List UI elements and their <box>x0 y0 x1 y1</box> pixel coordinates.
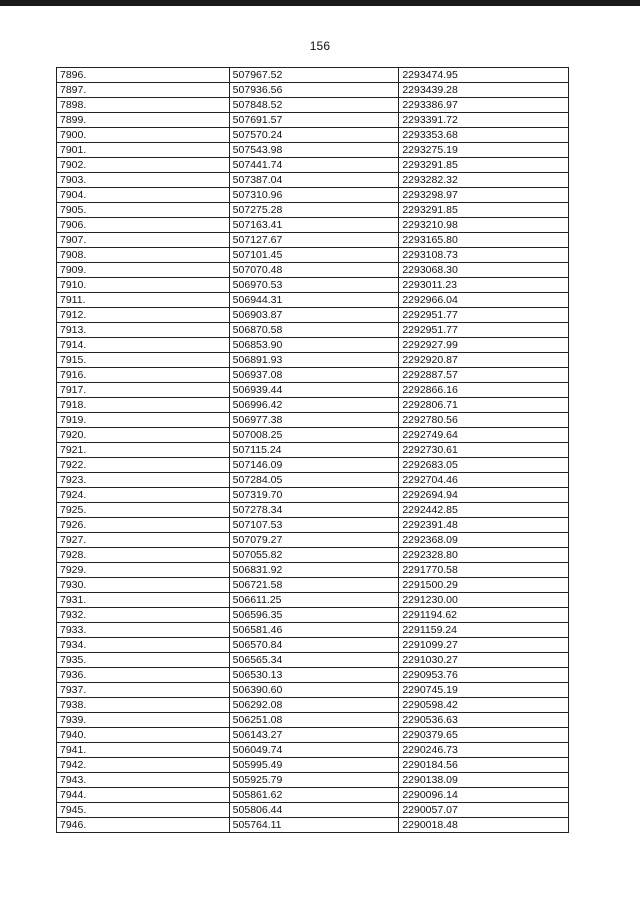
point-number-cell: 7916. <box>57 368 230 383</box>
point-number-cell: 7930. <box>57 578 230 593</box>
point-number-cell: 7918. <box>57 398 230 413</box>
x-coordinate-cell: 507008.25 <box>229 428 399 443</box>
table-row <box>57 368 569 383</box>
table-row <box>57 143 569 158</box>
x-coordinate-cell: 506251.08 <box>229 713 399 728</box>
x-coordinate-cell: 505995.49 <box>229 758 399 773</box>
table-row <box>57 698 569 713</box>
point-number-cell: 7917. <box>57 383 230 398</box>
table-row <box>57 98 569 113</box>
point-number-cell: 7942. <box>57 758 230 773</box>
table-row <box>57 758 569 773</box>
point-number-cell: 7913. <box>57 323 230 338</box>
y-coordinate-cell: 2291099.27 <box>399 638 569 653</box>
x-coordinate-cell: 506721.58 <box>229 578 399 593</box>
x-coordinate-cell: 506903.87 <box>229 308 399 323</box>
x-coordinate-cell: 505925.79 <box>229 773 399 788</box>
table-row <box>57 623 569 638</box>
x-coordinate-cell: 505861.62 <box>229 788 399 803</box>
point-number-cell: 7941. <box>57 743 230 758</box>
table-row <box>57 563 569 578</box>
x-coordinate-cell: 507570.24 <box>229 128 399 143</box>
point-number-cell: 7905. <box>57 203 230 218</box>
x-coordinate-cell: 507107.53 <box>229 518 399 533</box>
y-coordinate-cell: 2292442.85 <box>399 503 569 518</box>
point-number-cell: 7937. <box>57 683 230 698</box>
y-coordinate-cell: 2293068.30 <box>399 263 569 278</box>
x-coordinate-cell: 506996.42 <box>229 398 399 413</box>
point-number-cell: 7898. <box>57 98 230 113</box>
table-row <box>57 593 569 608</box>
y-coordinate-cell: 2290096.14 <box>399 788 569 803</box>
table-row <box>57 398 569 413</box>
y-coordinate-cell: 2293165.80 <box>399 233 569 248</box>
point-number-cell: 7923. <box>57 473 230 488</box>
table-row <box>57 158 569 173</box>
y-coordinate-cell: 2291230.00 <box>399 593 569 608</box>
y-coordinate-cell: 2292927.99 <box>399 338 569 353</box>
table-row <box>57 488 569 503</box>
y-coordinate-cell: 2290598.42 <box>399 698 569 713</box>
table-row <box>57 473 569 488</box>
y-coordinate-cell: 2291194.62 <box>399 608 569 623</box>
y-coordinate-cell: 2292920.87 <box>399 353 569 368</box>
y-coordinate-cell: 2292780.56 <box>399 413 569 428</box>
table-row <box>57 233 569 248</box>
point-number-cell: 7899. <box>57 113 230 128</box>
y-coordinate-cell: 2292866.16 <box>399 383 569 398</box>
table-row <box>57 413 569 428</box>
table-row <box>57 683 569 698</box>
point-number-cell: 7907. <box>57 233 230 248</box>
x-coordinate-cell: 505806.44 <box>229 803 399 818</box>
y-coordinate-cell: 2292368.09 <box>399 533 569 548</box>
x-coordinate-cell: 507115.24 <box>229 443 399 458</box>
x-coordinate-cell: 507070.48 <box>229 263 399 278</box>
y-coordinate-cell: 2291159.24 <box>399 623 569 638</box>
point-number-cell: 7904. <box>57 188 230 203</box>
x-coordinate-cell: 507146.09 <box>229 458 399 473</box>
table-row <box>57 113 569 128</box>
point-number-cell: 7914. <box>57 338 230 353</box>
point-number-cell: 7945. <box>57 803 230 818</box>
table-row <box>57 323 569 338</box>
table-row <box>57 458 569 473</box>
x-coordinate-cell: 506944.31 <box>229 293 399 308</box>
table-row <box>57 668 569 683</box>
point-number-cell: 7926. <box>57 518 230 533</box>
table-row <box>57 203 569 218</box>
point-number-cell: 7903. <box>57 173 230 188</box>
y-coordinate-cell: 2293298.97 <box>399 188 569 203</box>
y-coordinate-cell: 2290057.07 <box>399 803 569 818</box>
point-number-cell: 7939. <box>57 713 230 728</box>
y-coordinate-cell: 2292683.05 <box>399 458 569 473</box>
x-coordinate-cell: 506853.90 <box>229 338 399 353</box>
table-row <box>57 818 569 833</box>
y-coordinate-cell: 2292704.46 <box>399 473 569 488</box>
table-row <box>57 68 569 83</box>
y-coordinate-cell: 2293474.95 <box>399 68 569 83</box>
x-coordinate-cell: 507441.74 <box>229 158 399 173</box>
x-coordinate-cell: 507275.28 <box>229 203 399 218</box>
table-row <box>57 428 569 443</box>
point-number-cell: 7897. <box>57 83 230 98</box>
y-coordinate-cell: 2293291.85 <box>399 203 569 218</box>
y-coordinate-cell: 2292730.61 <box>399 443 569 458</box>
y-coordinate-cell: 2292391.48 <box>399 518 569 533</box>
y-coordinate-cell: 2292951.77 <box>399 323 569 338</box>
y-coordinate-cell: 2293439.28 <box>399 83 569 98</box>
x-coordinate-cell: 506891.93 <box>229 353 399 368</box>
y-coordinate-cell: 2290246.73 <box>399 743 569 758</box>
point-number-cell: 7896. <box>57 68 230 83</box>
point-number-cell: 7944. <box>57 788 230 803</box>
table-row <box>57 443 569 458</box>
y-coordinate-cell: 2290138.09 <box>399 773 569 788</box>
table-row <box>57 608 569 623</box>
x-coordinate-cell: 507079.27 <box>229 533 399 548</box>
table-row <box>57 728 569 743</box>
x-coordinate-cell: 507310.96 <box>229 188 399 203</box>
x-coordinate-cell: 507284.05 <box>229 473 399 488</box>
table-row <box>57 743 569 758</box>
table-row <box>57 533 569 548</box>
x-coordinate-cell: 507319.70 <box>229 488 399 503</box>
table-row <box>57 383 569 398</box>
table-row <box>57 518 569 533</box>
point-number-cell: 7922. <box>57 458 230 473</box>
x-coordinate-cell: 506596.35 <box>229 608 399 623</box>
table-row <box>57 503 569 518</box>
x-coordinate-cell: 507691.57 <box>229 113 399 128</box>
point-number-cell: 7902. <box>57 158 230 173</box>
x-coordinate-cell: 506570.84 <box>229 638 399 653</box>
x-coordinate-cell: 507967.52 <box>229 68 399 83</box>
y-coordinate-cell: 2292806.71 <box>399 398 569 413</box>
y-coordinate-cell: 2293011.23 <box>399 278 569 293</box>
table-row <box>57 278 569 293</box>
x-coordinate-cell: 507127.67 <box>229 233 399 248</box>
point-number-cell: 7924. <box>57 488 230 503</box>
point-number-cell: 7919. <box>57 413 230 428</box>
y-coordinate-cell: 2293353.68 <box>399 128 569 143</box>
table-row <box>57 173 569 188</box>
table-row <box>57 548 569 563</box>
x-coordinate-cell: 506611.25 <box>229 593 399 608</box>
y-coordinate-cell: 2293275.19 <box>399 143 569 158</box>
point-number-cell: 7946. <box>57 818 230 833</box>
point-number-cell: 7932. <box>57 608 230 623</box>
point-number-cell: 7908. <box>57 248 230 263</box>
y-coordinate-cell: 2293391.72 <box>399 113 569 128</box>
x-coordinate-cell: 506970.53 <box>229 278 399 293</box>
table-row <box>57 218 569 233</box>
table-row <box>57 248 569 263</box>
table-row <box>57 188 569 203</box>
point-number-cell: 7927. <box>57 533 230 548</box>
x-coordinate-cell: 507848.52 <box>229 98 399 113</box>
point-number-cell: 7935. <box>57 653 230 668</box>
table-row <box>57 263 569 278</box>
x-coordinate-cell: 506939.44 <box>229 383 399 398</box>
table-row <box>57 293 569 308</box>
x-coordinate-cell: 506049.74 <box>229 743 399 758</box>
y-coordinate-cell: 2293210.98 <box>399 218 569 233</box>
x-coordinate-cell: 507055.82 <box>229 548 399 563</box>
point-number-cell: 7921. <box>57 443 230 458</box>
x-coordinate-cell: 506870.58 <box>229 323 399 338</box>
y-coordinate-cell: 2290745.19 <box>399 683 569 698</box>
y-coordinate-cell: 2293282.32 <box>399 173 569 188</box>
top-border-rule <box>0 0 640 6</box>
point-number-cell: 7928. <box>57 548 230 563</box>
y-coordinate-cell: 2290379.65 <box>399 728 569 743</box>
y-coordinate-cell: 2293108.73 <box>399 248 569 263</box>
point-number-cell: 7929. <box>57 563 230 578</box>
table-row <box>57 308 569 323</box>
y-coordinate-cell: 2290536.63 <box>399 713 569 728</box>
y-coordinate-cell: 2292887.57 <box>399 368 569 383</box>
point-number-cell: 7938. <box>57 698 230 713</box>
table-row <box>57 713 569 728</box>
y-coordinate-cell: 2293291.85 <box>399 158 569 173</box>
x-coordinate-cell: 507101.45 <box>229 248 399 263</box>
y-coordinate-cell: 2292749.64 <box>399 428 569 443</box>
y-coordinate-cell: 2291500.29 <box>399 578 569 593</box>
table-row <box>57 338 569 353</box>
coordinates-table <box>56 67 569 833</box>
point-number-cell: 7915. <box>57 353 230 368</box>
point-number-cell: 7912. <box>57 308 230 323</box>
table-row <box>57 653 569 668</box>
point-number-cell: 7909. <box>57 263 230 278</box>
table-row <box>57 638 569 653</box>
table-row <box>57 128 569 143</box>
x-coordinate-cell: 506565.34 <box>229 653 399 668</box>
x-coordinate-cell: 506143.27 <box>229 728 399 743</box>
x-coordinate-cell: 506530.13 <box>229 668 399 683</box>
point-number-cell: 7906. <box>57 218 230 233</box>
page-number: 156 <box>309 39 331 53</box>
point-number-cell: 7920. <box>57 428 230 443</box>
y-coordinate-cell: 2290018.48 <box>399 818 569 833</box>
table-row <box>57 83 569 98</box>
table-row <box>57 803 569 818</box>
x-coordinate-cell: 506831.92 <box>229 563 399 578</box>
x-coordinate-cell: 507387.04 <box>229 173 399 188</box>
y-coordinate-cell: 2290184.56 <box>399 758 569 773</box>
x-coordinate-cell: 507278.34 <box>229 503 399 518</box>
x-coordinate-cell: 505764.11 <box>229 818 399 833</box>
table-row <box>57 788 569 803</box>
x-coordinate-cell: 507163.41 <box>229 218 399 233</box>
point-number-cell: 7940. <box>57 728 230 743</box>
table-row <box>57 578 569 593</box>
point-number-cell: 7910. <box>57 278 230 293</box>
point-number-cell: 7901. <box>57 143 230 158</box>
point-number-cell: 7934. <box>57 638 230 653</box>
x-coordinate-cell: 506977.38 <box>229 413 399 428</box>
point-number-cell: 7936. <box>57 668 230 683</box>
x-coordinate-cell: 506581.46 <box>229 623 399 638</box>
coordinates-table-body <box>57 68 569 833</box>
y-coordinate-cell: 2292694.94 <box>399 488 569 503</box>
y-coordinate-cell: 2293386.97 <box>399 98 569 113</box>
point-number-cell: 7925. <box>57 503 230 518</box>
point-number-cell: 7933. <box>57 623 230 638</box>
y-coordinate-cell: 2290953.76 <box>399 668 569 683</box>
x-coordinate-cell: 506937.08 <box>229 368 399 383</box>
x-coordinate-cell: 507936.56 <box>229 83 399 98</box>
table-row <box>57 773 569 788</box>
y-coordinate-cell: 2291770.58 <box>399 563 569 578</box>
point-number-cell: 7943. <box>57 773 230 788</box>
x-coordinate-cell: 506292.08 <box>229 698 399 713</box>
y-coordinate-cell: 2292951.77 <box>399 308 569 323</box>
table-row <box>57 353 569 368</box>
y-coordinate-cell: 2291030.27 <box>399 653 569 668</box>
x-coordinate-cell: 506390.60 <box>229 683 399 698</box>
x-coordinate-cell: 507543.98 <box>229 143 399 158</box>
point-number-cell: 7931. <box>57 593 230 608</box>
y-coordinate-cell: 2292328.80 <box>399 548 569 563</box>
point-number-cell: 7900. <box>57 128 230 143</box>
y-coordinate-cell: 2292966.04 <box>399 293 569 308</box>
point-number-cell: 7911. <box>57 293 230 308</box>
